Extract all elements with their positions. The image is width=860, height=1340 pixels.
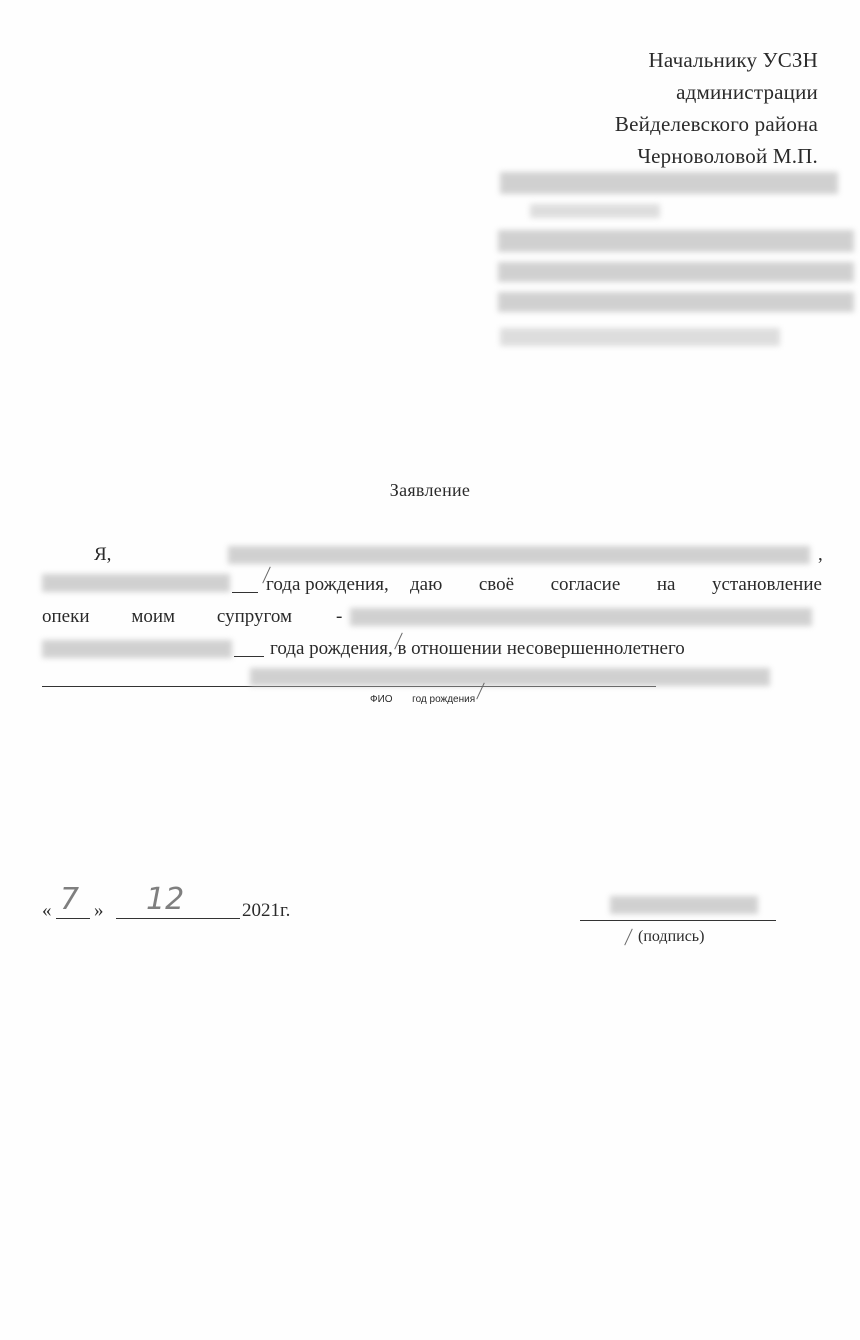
consent-text xyxy=(410,572,822,598)
intro-word: Я, xyxy=(94,544,112,565)
underscore-1 xyxy=(232,572,258,601)
consent-word-2: своё xyxy=(478,574,515,595)
caption-birth-year: год рождения xyxy=(412,694,476,705)
redacted-applicant-name xyxy=(228,546,810,564)
pen-mark xyxy=(624,929,633,946)
consent-word-5: установление xyxy=(711,574,822,595)
birth-year-text: года рождения, xyxy=(266,574,389,595)
addressee-line-3: Вейделевского района xyxy=(614,112,818,136)
date-open-quote: « xyxy=(42,900,52,921)
signature-caption: (подпись) xyxy=(638,928,705,945)
redacted-spouse-birthdate xyxy=(42,640,232,658)
underscore-2 xyxy=(234,636,264,665)
date-month-handwritten: 12 xyxy=(146,882,185,917)
addressee-line-2: администрации xyxy=(676,80,818,104)
addressee-block xyxy=(615,44,818,172)
caption-fio-year xyxy=(370,694,475,705)
date-close-quote: » xyxy=(94,900,104,921)
guardianship-word-3: супругом xyxy=(216,606,292,627)
date-year: 2021г. xyxy=(242,900,291,921)
comma: , xyxy=(818,544,823,565)
addressee-line-4: Черноволовой М.П. xyxy=(637,144,818,168)
consent-word-1: даю xyxy=(410,574,443,595)
redacted-spouse-name xyxy=(350,608,812,626)
consent-word-3: согласие xyxy=(550,574,621,595)
guardianship-word-2: моим xyxy=(131,606,176,627)
addressee-line-1: Начальнику УСЗН xyxy=(648,48,818,72)
guardianship-text xyxy=(42,604,292,630)
minor-name-line xyxy=(42,686,656,687)
redacted-applicant-birthdate xyxy=(42,574,230,592)
dash: - xyxy=(336,606,343,627)
guardianship-word-1: опеки xyxy=(42,606,90,627)
date-day-handwritten: 7 xyxy=(60,882,80,917)
birth-year-minor-text: года рождения, в отношении несовершеннолетнего xyxy=(270,638,685,659)
redacted-signature xyxy=(610,896,758,914)
document-title: Заявление xyxy=(389,480,471,500)
redacted-minor-name xyxy=(250,668,770,686)
caption-fio: ФИО xyxy=(370,694,393,705)
consent-word-4: на xyxy=(656,574,676,595)
